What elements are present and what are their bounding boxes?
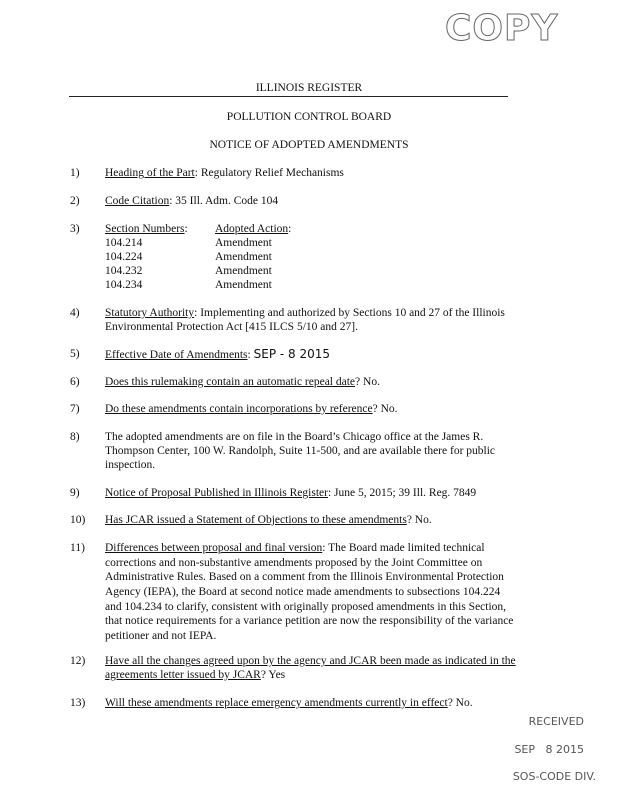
item-text: corrections and non-substantive amendments proposed by the Joint Committee on xyxy=(105,557,483,569)
item-jcar-objections xyxy=(105,513,432,527)
register-heading: ILLINOIS REGISTER xyxy=(255,82,363,94)
item-text: Environmental Protection Act [415 ILCS 5/10 and 27]. xyxy=(105,321,358,333)
section-number: 104.214 xyxy=(105,237,143,249)
item-label: Section Numbers xyxy=(105,223,185,235)
item-text: ? No. xyxy=(372,403,398,415)
section-action: Amendment xyxy=(215,251,272,263)
item-text: : Implementing and authorized by Sections 10 and 27 of the Illinois xyxy=(194,307,505,319)
item-label: Has JCAR issued a Statement of Objections to these amendments xyxy=(105,514,407,526)
copy-stamp: COPY xyxy=(445,8,559,49)
item-number: 11) xyxy=(70,542,85,554)
item-number: 7) xyxy=(70,403,80,415)
item-label: agreements letter issued by JCAR xyxy=(105,669,261,681)
section-number: 104.224 xyxy=(105,251,143,263)
item-repeal-date xyxy=(105,375,380,389)
agency-heading: POLLUTION CONTROL BOARD xyxy=(226,111,392,123)
received-stamp-label: RECEIVED xyxy=(528,715,584,728)
item-text: : June 5, 2015; 39 Ill. Reg. 7849 xyxy=(327,487,477,499)
section-number: 104.232 xyxy=(105,265,143,277)
item-label: Will these amendments replace emergency amendments currently in effect xyxy=(105,697,448,709)
item-text: : xyxy=(247,349,251,361)
item-code-citation xyxy=(105,194,278,208)
item-emergency xyxy=(105,696,473,710)
section-action: Amendment xyxy=(215,265,272,277)
item-text: and 104.234 to clarify, consistent with originally proposed amendments in this Section, xyxy=(105,601,507,613)
item-number: 3) xyxy=(70,223,80,235)
item-number: 1) xyxy=(70,167,80,179)
item-text: : 35 Ill. Adm. Code 104 xyxy=(169,195,279,207)
item-agreements xyxy=(105,668,285,682)
item-number: 8) xyxy=(70,431,80,443)
header-rule xyxy=(69,96,508,97)
item-label: Does this rulemaking contain an automatic repeal date xyxy=(105,376,356,388)
item-differences xyxy=(105,541,485,555)
item-text: Administrative Rules. Based on a comment from the Illinois Environmental Protection xyxy=(105,571,504,583)
item-statutory-authority xyxy=(105,306,505,320)
item-number: 10) xyxy=(70,514,86,526)
item-text: : The Board made limited technical xyxy=(322,542,485,554)
received-stamp-date: SEP 8 2015 xyxy=(514,743,584,756)
notice-heading: NOTICE OF ADOPTED AMENDMENTS xyxy=(209,139,409,151)
item-label: Do these amendments contain incorporations by reference xyxy=(105,403,373,415)
adopted-action-header: Adopted Action: xyxy=(215,223,292,235)
item-label: Heading of the Part xyxy=(105,167,195,179)
item-effective-date xyxy=(105,347,330,362)
item-label: Effective Date of Amendments xyxy=(105,349,248,361)
item-incorporations xyxy=(105,402,398,416)
received-stamp-office: SOS-CODE DIV. xyxy=(512,770,596,783)
item-label: Statutory Authority xyxy=(105,307,195,319)
item-text: ? Yes xyxy=(260,669,286,681)
item-label: Have all the changes agreed upon by the agency and JCAR been made as indicated in the xyxy=(105,655,516,667)
item-heading-of-part xyxy=(105,166,344,180)
item-text: Agency (IEPA), the Board at second notice made amendments to subsections 104.224 xyxy=(105,586,501,598)
section-numbers-header: Section Numbers: xyxy=(105,223,188,235)
item-text: ? No. xyxy=(447,697,473,709)
item-label: Notice of Proposal Published in Illinois Register xyxy=(105,487,328,499)
item-number: 5) xyxy=(70,348,80,360)
item-text: ? No. xyxy=(355,376,380,388)
item-text: ? No. xyxy=(406,514,432,526)
item-number: 9) xyxy=(70,487,80,499)
item-text: The adopted amendments are on file in the Board’s Chicago office at the James R. xyxy=(105,431,484,443)
item-label: Adopted Action xyxy=(215,223,289,235)
item-text: petitioner and not IEPA. xyxy=(105,630,217,642)
item-number: 4) xyxy=(70,307,80,319)
item-label: Differences between proposal and final version xyxy=(105,542,323,554)
section-action: Amendment xyxy=(215,279,272,291)
item-number: 13) xyxy=(70,697,86,709)
item-number: 6) xyxy=(70,376,80,388)
item-number: 2) xyxy=(70,195,80,207)
item-text: that notice requirements for a variance petition are now the responsibility of the variance xyxy=(105,615,514,627)
section-number: 104.234 xyxy=(105,279,143,291)
item-notice-of-proposal xyxy=(105,486,476,500)
item-text: inspection. xyxy=(105,459,156,471)
handwritten-date: SEP - 8 2015 xyxy=(253,347,331,361)
item-number: 12) xyxy=(70,655,86,667)
section-action: Amendment xyxy=(215,237,272,249)
item-text: Thompson Center, 100 W. Randolph, Suite 11-500, and are available there for public xyxy=(105,445,496,457)
item-label: Code Citation xyxy=(105,195,170,207)
item-text: : Regulatory Relief Mechanisms xyxy=(194,167,344,179)
